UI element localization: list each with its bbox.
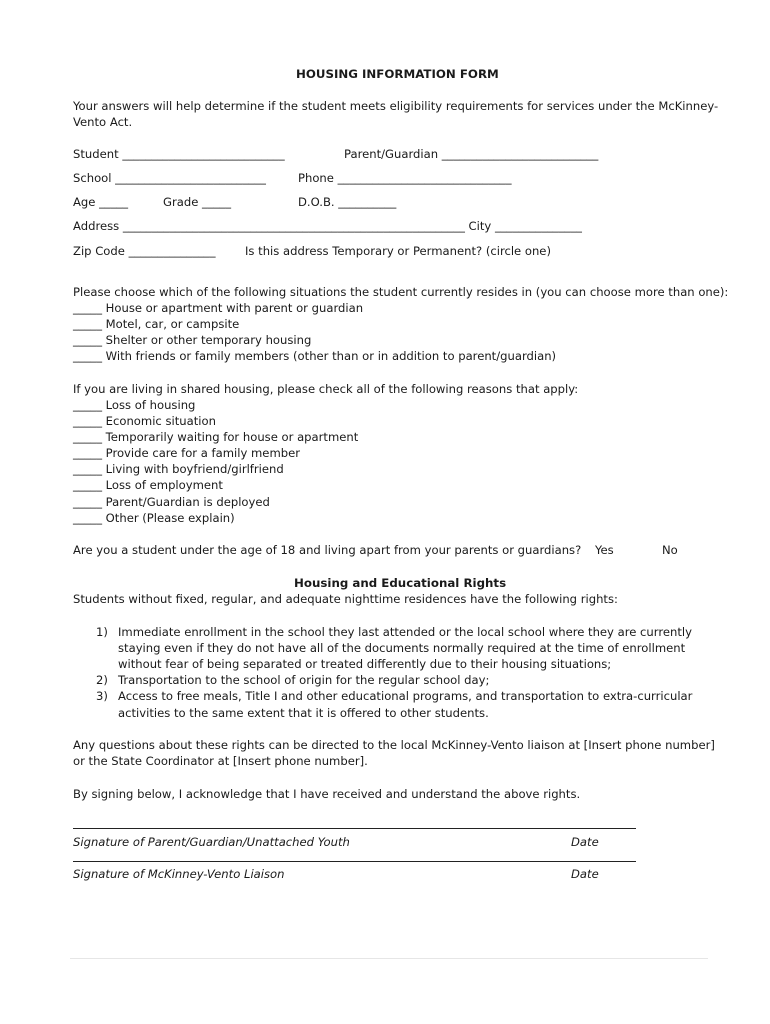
temporary-permanent-question: Is this address Temporary or Permanent? (circle one) xyxy=(245,244,551,258)
signature-line-liaison[interactable] xyxy=(73,861,636,862)
rights-item-number: 1) xyxy=(96,625,108,639)
rights-item-text: activities to the same extent that it is offered to other students. xyxy=(118,706,489,720)
rights-item-text: staying even if they do not have all of the documents normally required at the time of enrollment xyxy=(118,641,686,655)
signature-label-parent: Signature of Parent/Guardian/Unattached Youth xyxy=(73,835,350,849)
signature-line-parent[interactable] xyxy=(73,828,636,829)
situation-option[interactable]: _____ House or apartment with parent or guardian xyxy=(73,301,364,315)
address-city-field[interactable]: Address ___________________________________________________________ City _______________ xyxy=(73,219,582,233)
form-title: HOUSING INFORMATION FORM xyxy=(296,67,499,81)
intro-line-2: Vento Act. xyxy=(73,115,133,129)
situation-option[interactable]: _____ Shelter or other temporary housing xyxy=(73,333,312,347)
parent-guardian-field[interactable]: Parent/Guardian ___________________________ xyxy=(344,147,599,161)
acknowledge-statement: By signing below, I acknowledge that I have received and understand the above rights. xyxy=(73,787,581,801)
page-footer-divider xyxy=(70,958,708,959)
situation-option[interactable]: _____ Motel, car, or campsite xyxy=(73,317,240,331)
shared-housing-prompt: If you are living in shared housing, please check all of the following reasons that apply: xyxy=(73,382,579,396)
rights-item-number: 2) xyxy=(96,673,108,687)
rights-item-text: without fear of being separated or treated differently due to their housing situations; xyxy=(118,657,612,671)
intro-line-1: Your answers will help determine if the student meets eligibility requirements for services under the McKinney- xyxy=(73,99,719,113)
shared-reason-option[interactable]: _____ Parent/Guardian is deployed xyxy=(73,495,270,509)
student-field[interactable]: Student ____________________________ xyxy=(73,147,285,161)
shared-reason-option[interactable]: _____ Loss of employment xyxy=(73,478,223,492)
questions-line-2: or the State Coordinator at [Insert phone number]. xyxy=(73,754,368,768)
shared-reason-option[interactable]: _____ Loss of housing xyxy=(73,398,196,412)
age-field[interactable]: Age _____ xyxy=(73,195,129,209)
no-option[interactable]: No xyxy=(662,543,678,557)
zip-code-field[interactable]: Zip Code _______________ xyxy=(73,244,216,258)
rights-item-number: 3) xyxy=(96,689,108,703)
rights-heading: Housing and Educational Rights xyxy=(294,576,507,590)
age-question: Are you a student under the age of 18 and living apart from your parents or guardians? xyxy=(73,543,582,557)
signature-label-liaison: Signature of McKinney-Vento Liaison xyxy=(73,867,285,881)
date-label-parent: Date xyxy=(571,835,599,849)
shared-reason-option[interactable]: _____ Other (Please explain) xyxy=(73,511,235,525)
phone-field[interactable]: Phone ______________________________ xyxy=(298,171,512,185)
rights-item-text: Transportation to the school of origin for the regular school day; xyxy=(118,673,490,687)
rights-item-text: Immediate enrollment in the school they last attended or the local school where they are currently xyxy=(118,625,692,639)
rights-intro: Students without fixed, regular, and adequate nighttime residences have the following rights: xyxy=(73,592,618,606)
grade-field[interactable]: Grade _____ xyxy=(163,195,232,209)
yes-option[interactable]: Yes xyxy=(595,543,614,557)
shared-reason-option[interactable]: _____ Living with boyfriend/girlfriend xyxy=(73,462,284,476)
shared-reason-option[interactable]: _____ Economic situation xyxy=(73,414,216,428)
questions-line-1: Any questions about these rights can be directed to the local McKinney-Vento liaison at [Insert phone number] xyxy=(73,738,715,752)
situation-option[interactable]: _____ With friends or family members (other than or in addition to parent/guardian) xyxy=(73,349,557,363)
situations-prompt: Please choose which of the following situations the student currently resides in (you can choose more than one): xyxy=(73,285,729,299)
school-field[interactable]: School __________________________ xyxy=(73,171,266,185)
date-label-liaison: Date xyxy=(571,867,599,881)
dob-field[interactable]: D.O.B. __________ xyxy=(298,195,397,209)
shared-reason-option[interactable]: _____ Temporarily waiting for house or apartment xyxy=(73,430,359,444)
shared-reason-option[interactable]: _____ Provide care for a family member xyxy=(73,446,300,460)
rights-item-text: Access to free meals, Title I and other educational programs, and transportation to extra-curricular xyxy=(118,689,693,703)
